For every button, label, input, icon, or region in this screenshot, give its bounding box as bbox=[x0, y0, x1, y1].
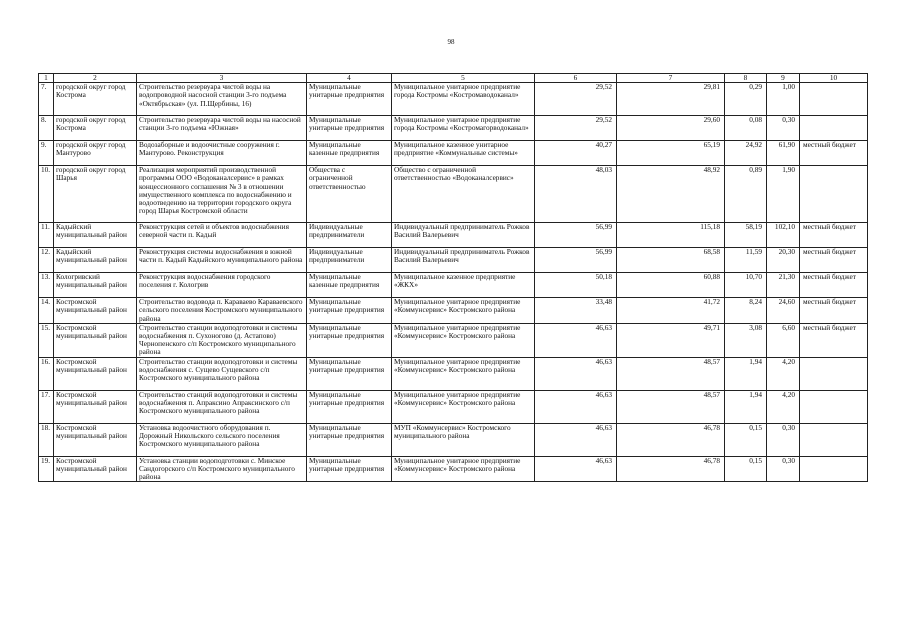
column-header: 1 bbox=[39, 74, 54, 83]
value-cell: 4,20 bbox=[767, 357, 800, 390]
project-cell: Установка станции водоподготовки с. Минское Сандогорского с/п Костромского муниципального района bbox=[137, 456, 307, 482]
value-cell: 65,19 bbox=[617, 141, 725, 166]
territory-cell: городской округ город Кострома bbox=[54, 83, 137, 116]
funding-source-cell bbox=[800, 166, 868, 223]
value-cell: 41,72 bbox=[617, 298, 725, 324]
org-type-cell: Муниципальные казенные предприятия bbox=[307, 273, 392, 298]
value-cell: 10,70 bbox=[725, 273, 767, 298]
funding-source-cell bbox=[800, 390, 868, 423]
value-cell: 11,59 bbox=[725, 248, 767, 273]
value-cell: 68,58 bbox=[617, 248, 725, 273]
value-cell: 1,00 bbox=[767, 83, 800, 116]
project-cell: Установка водоочистного оборудования п. Дорожный Никольского сельского поселения Костромского муниципального района bbox=[137, 423, 307, 456]
value-cell: 0,30 bbox=[767, 423, 800, 456]
value-cell: 46,63 bbox=[535, 423, 617, 456]
value-cell: 46,78 bbox=[617, 423, 725, 456]
table-row bbox=[39, 298, 868, 324]
organization-cell: Муниципальное унитарное предприятие «Коммунсервис» Костромского района bbox=[392, 456, 535, 482]
organization-cell: Муниципальное унитарное предприятие города Костромы «Костромагорводоканал» bbox=[392, 116, 535, 141]
page-number: 98 bbox=[447, 38, 455, 46]
value-cell: 48,57 bbox=[617, 390, 725, 423]
value-cell: 6,60 bbox=[767, 323, 800, 357]
row-number: 12. bbox=[39, 248, 54, 273]
org-type-cell: Индивидуальные предприниматели bbox=[307, 248, 392, 273]
value-cell: 46,63 bbox=[535, 357, 617, 390]
territory-cell: городской округ город Кострома bbox=[54, 116, 137, 141]
row-number: 14. bbox=[39, 298, 54, 324]
column-header: 9 bbox=[767, 74, 800, 83]
value-cell: 0,29 bbox=[725, 83, 767, 116]
organization-cell: Муниципальное казенное предприятие «ЖКХ» bbox=[392, 273, 535, 298]
funding-source-cell: местный бюджет bbox=[800, 323, 868, 357]
value-cell: 0,30 bbox=[767, 456, 800, 482]
table-row bbox=[39, 223, 868, 248]
table-row bbox=[39, 423, 868, 456]
project-cell: Строительство станции водоподготовки и системы водоснабжения п. Сухоногово (д. Астапово) Чернопенского с/п Костромского муниципального района bbox=[137, 323, 307, 357]
org-type-cell: Муниципальные унитарные предприятия bbox=[307, 423, 392, 456]
data-table bbox=[38, 73, 868, 482]
column-header: 10 bbox=[800, 74, 868, 83]
value-cell: 29,81 bbox=[617, 83, 725, 116]
row-number: 9. bbox=[39, 141, 54, 166]
territory-cell: Кадыйский муниципальный район bbox=[54, 248, 137, 273]
project-cell: Строительство станции водоподготовки и системы водоснабжения с. Сущево Сущевского с/п Костромского муниципального района bbox=[137, 357, 307, 390]
territory-cell: Костромской муниципальный район bbox=[54, 323, 137, 357]
org-type-cell: Муниципальные унитарные предприятия bbox=[307, 456, 392, 482]
project-cell: Реализация мероприятий производственной программы ООО «Водоканалсервис» в рамках концессионного соглашения № 3 в отношении имущественного комплекса по водоснабжению и водоотведению на территории городского округа город Шарья Костромской области bbox=[137, 166, 307, 223]
value-cell: 1,90 bbox=[767, 166, 800, 223]
funding-source-cell: местный бюджет bbox=[800, 273, 868, 298]
org-type-cell: Индивидуальные предприниматели bbox=[307, 223, 392, 248]
territory-cell: Кадыйский муниципальный район bbox=[54, 223, 137, 248]
value-cell: 49,71 bbox=[617, 323, 725, 357]
org-type-cell: Муниципальные унитарные предприятия bbox=[307, 116, 392, 141]
value-cell: 3,08 bbox=[725, 323, 767, 357]
org-type-cell: Муниципальные казенные предприятия bbox=[307, 141, 392, 166]
column-header: 7 bbox=[617, 74, 725, 83]
column-header: 4 bbox=[307, 74, 392, 83]
value-cell: 24,60 bbox=[767, 298, 800, 324]
row-number: 11. bbox=[39, 223, 54, 248]
table-row bbox=[39, 390, 868, 423]
table-row bbox=[39, 456, 868, 482]
territory-cell: Костромской муниципальный район bbox=[54, 390, 137, 423]
value-cell: 115,18 bbox=[617, 223, 725, 248]
organization-cell: Муниципальное унитарное предприятие «Коммунсервис» Костромского района bbox=[392, 323, 535, 357]
territory-cell: городской округ город Шарья bbox=[54, 166, 137, 223]
table-row bbox=[39, 357, 868, 390]
project-cell: Строительство станций водоподготовки и системы водоснабжения п. Апраксино Апраксинского с/п Костромского муниципального района bbox=[137, 390, 307, 423]
value-cell: 48,03 bbox=[535, 166, 617, 223]
value-cell: 1,94 bbox=[725, 357, 767, 390]
value-cell: 46,78 bbox=[617, 456, 725, 482]
value-cell: 21,30 bbox=[767, 273, 800, 298]
org-type-cell: Муниципальные унитарные предприятия bbox=[307, 83, 392, 116]
table-body bbox=[39, 83, 868, 482]
value-cell: 4,20 bbox=[767, 390, 800, 423]
value-cell: 0,15 bbox=[725, 423, 767, 456]
organization-cell: Муниципальное казенное унитарное предприятие «Коммунальные системы» bbox=[392, 141, 535, 166]
org-type-cell: Муниципальные унитарные предприятия bbox=[307, 323, 392, 357]
table-row bbox=[39, 248, 868, 273]
organization-cell: МУП «Коммунсервис» Костромского муниципального района bbox=[392, 423, 535, 456]
value-cell: 0,30 bbox=[767, 116, 800, 141]
territory-cell: Костромской муниципальный район bbox=[54, 357, 137, 390]
row-number: 17. bbox=[39, 390, 54, 423]
value-cell: 24,92 bbox=[725, 141, 767, 166]
column-header: 5 bbox=[392, 74, 535, 83]
row-number: 15. bbox=[39, 323, 54, 357]
funding-source-cell bbox=[800, 456, 868, 482]
funding-source-cell: местный бюджет bbox=[800, 298, 868, 324]
project-cell: Строительство водовода п. Караваево Караваевского сельского поселения Костромского муниципального района bbox=[137, 298, 307, 324]
row-number: 13. bbox=[39, 273, 54, 298]
value-cell: 48,92 bbox=[617, 166, 725, 223]
row-number: 16. bbox=[39, 357, 54, 390]
value-cell: 46,63 bbox=[535, 456, 617, 482]
funding-source-cell bbox=[800, 116, 868, 141]
territory-cell: Костромской муниципальный район bbox=[54, 423, 137, 456]
value-cell: 40,27 bbox=[535, 141, 617, 166]
funding-source-cell: местный бюджет bbox=[800, 248, 868, 273]
table-row bbox=[39, 141, 868, 166]
territory-cell: Кологривский муниципальный район bbox=[54, 273, 137, 298]
value-cell: 56,99 bbox=[535, 223, 617, 248]
territory-cell: Костромской муниципальный район bbox=[54, 298, 137, 324]
project-cell: Реконструкция сетей и объектов водоснабжения северной части п. Кадый bbox=[137, 223, 307, 248]
value-cell: 46,63 bbox=[535, 390, 617, 423]
column-header: 8 bbox=[725, 74, 767, 83]
funding-source-cell bbox=[800, 83, 868, 116]
organization-cell: Индивидуальный предприниматель Рожков Василий Валерьевич bbox=[392, 248, 535, 273]
value-cell: 29,52 bbox=[535, 116, 617, 141]
value-cell: 8,24 bbox=[725, 298, 767, 324]
table-row bbox=[39, 116, 868, 141]
org-type-cell: Муниципальные унитарные предприятия bbox=[307, 357, 392, 390]
table-row bbox=[39, 273, 868, 298]
project-cell: Строительство резервуара чистой воды на водопроводной насосной станции 3-го подъема «Октябрьская» (ул. П.Щербины, 16) bbox=[137, 83, 307, 116]
column-header: 2 bbox=[54, 74, 137, 83]
project-cell: Реконструкция системы водоснабжения в южной части п. Кадый Кадыйского муниципального района bbox=[137, 248, 307, 273]
value-cell: 46,63 bbox=[535, 323, 617, 357]
value-cell: 102,10 bbox=[767, 223, 800, 248]
row-number: 10. bbox=[39, 166, 54, 223]
organization-cell: Муниципальное унитарное предприятие города Костромы «Костромаводоканал» bbox=[392, 83, 535, 116]
funding-source-cell: местный бюджет bbox=[800, 141, 868, 166]
org-type-cell: Муниципальные унитарные предприятия bbox=[307, 390, 392, 423]
row-number: 7. bbox=[39, 83, 54, 116]
column-header: 6 bbox=[535, 74, 617, 83]
value-cell: 58,19 bbox=[725, 223, 767, 248]
organization-cell: Муниципальное унитарное предприятие «Коммунсервис» Костромского района bbox=[392, 298, 535, 324]
organization-cell: Индивидуальный предприниматель Рожков Василий Валерьевич bbox=[392, 223, 535, 248]
value-cell: 20,30 bbox=[767, 248, 800, 273]
value-cell: 0,08 bbox=[725, 116, 767, 141]
value-cell: 29,52 bbox=[535, 83, 617, 116]
value-cell: 1,94 bbox=[725, 390, 767, 423]
value-cell: 33,48 bbox=[535, 298, 617, 324]
project-cell: Строительство резервуара чистой воды на насосной станции 3-го подъема «Южная» bbox=[137, 116, 307, 141]
table-row bbox=[39, 323, 868, 357]
funding-source-cell: местный бюджет bbox=[800, 223, 868, 248]
value-cell: 0,15 bbox=[725, 456, 767, 482]
row-number: 19. bbox=[39, 456, 54, 482]
project-cell: Водозаборные и водоочистные сооружения г. Мантурово. Реконструкция bbox=[137, 141, 307, 166]
value-cell: 48,57 bbox=[617, 357, 725, 390]
project-cell: Реконструкция водоснабжения городского поселения г. Кологрив bbox=[137, 273, 307, 298]
territory-cell: Костромской муниципальный район bbox=[54, 456, 137, 482]
value-cell: 61,90 bbox=[767, 141, 800, 166]
territory-cell: городской округ город Мантурово bbox=[54, 141, 137, 166]
org-type-cell: Муниципальные унитарные предприятия bbox=[307, 298, 392, 324]
organization-cell: Муниципальное унитарное предприятие «Коммунсервис» Костромского района bbox=[392, 357, 535, 390]
row-number: 8. bbox=[39, 116, 54, 141]
value-cell: 29,60 bbox=[617, 116, 725, 141]
organization-cell: Муниципальное унитарное предприятие «Коммунсервис» Костромского района bbox=[392, 390, 535, 423]
table-row bbox=[39, 83, 868, 116]
table-row bbox=[39, 166, 868, 223]
header-row bbox=[39, 74, 868, 83]
funding-source-cell bbox=[800, 357, 868, 390]
funding-source-cell bbox=[800, 423, 868, 456]
value-cell: 60,88 bbox=[617, 273, 725, 298]
column-header: 3 bbox=[137, 74, 307, 83]
organization-cell: Общество с ограниченной ответственностью «Водоканалсервис» bbox=[392, 166, 535, 223]
value-cell: 50,18 bbox=[535, 273, 617, 298]
value-cell: 0,89 bbox=[725, 166, 767, 223]
org-type-cell: Общества с ограниченной ответственностью bbox=[307, 166, 392, 223]
row-number: 18. bbox=[39, 423, 54, 456]
value-cell: 56,99 bbox=[535, 248, 617, 273]
